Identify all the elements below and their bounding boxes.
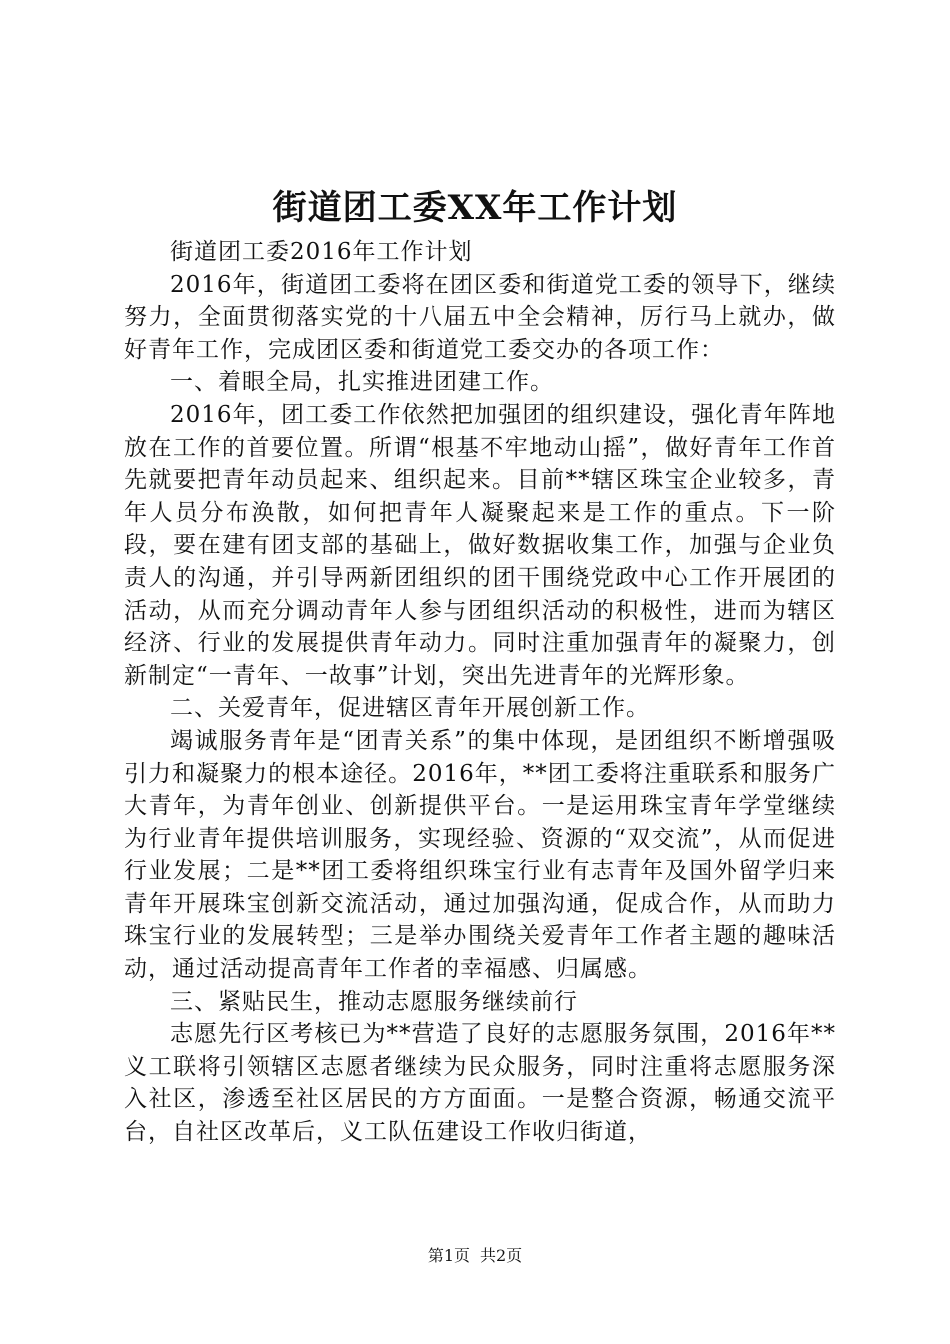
document-title: 街道团工委XX年工作计划 [272,188,678,228]
section-1-paragraph: 2016年，团工委工作依然把加强团的组织建设，强化青年阵地放在工作的首要位置。所谓“根基不牢地动山摇”，做好青年工作首先就要把青年动员起来、组织起来。目前**辖区珠宝企业较多，青年人员分布涣散，如何把青年人凝聚起来是工作的重点。下一阶段，要在建有团支部的基础上，做好数据收集工作，加强与企业负责人的沟通，并引导两新团组织的团干围绕党政中心工作开展团的活动，从而充分调动青年人参与团组织活动的积极性，进而为辖区经济、行业的发展提供青年动力。同时注重加强青年的凝聚力，创新制定“一青年、一故事”计划，突出先进青年的光辉形象。 [124,401,836,689]
section-2-paragraph: 竭诚服务青年是“团青关系”的集中体现，是团组织不断增强吸引力和凝聚力的根本途径。2016年，**团工委将注重联系和服务广大青年，为青年创业、创新提供平台。一是运用珠宝青年学堂继续为行业青年提供培训服务，实现经验、资源的“双交流”，从而促进行业发展；二是**团工委将组织珠宝行业有志青年及国外留学归来青年开展珠宝创新交流活动，通过加强沟通，促成合作，从而助力珠宝行业的发展转型；三是举办围绕关爱青年工作者主题的趣味活动，通过活动提高青年工作者的幸福感、归属感。 [124,727,836,983]
page-footer [0,1244,950,1268]
section-3-paragraph: 志愿先行区考核已为**营造了良好的志愿服务氛围，2016年**义工联将引领辖区志愿者继续为民众服务，同时注重将志愿服务深入社区，渗透至社区居民的方方面面。一是整合资源，畅通交流平台，自社区改革后，义工队伍建设工作收归街道， [124,1021,836,1146]
section-heading-3: 三、紧贴民生，推动志愿服务继续前行 [170,988,578,1015]
page-total: 共2页 [480,1246,523,1265]
page-number: 第1页 [427,1246,470,1265]
subtitle-paragraph: 街道团工委2016年工作计划 [170,239,473,265]
section-heading-2: 二、关爱青年，促进辖区青年开展创新工作。 [170,695,650,722]
intro-paragraph: 2016年，街道团工委将在团区委和街道党工委的领导下，继续努力，全面贯彻落实党的十八届五中全会精神，厉行马上就办，做好青年工作，完成团区委和街道党工委交办的各项工作： [124,271,836,363]
document-body [124,236,836,1149]
section-heading-1: 一、着眼全局，扎实推进团建工作。 [170,369,554,396]
